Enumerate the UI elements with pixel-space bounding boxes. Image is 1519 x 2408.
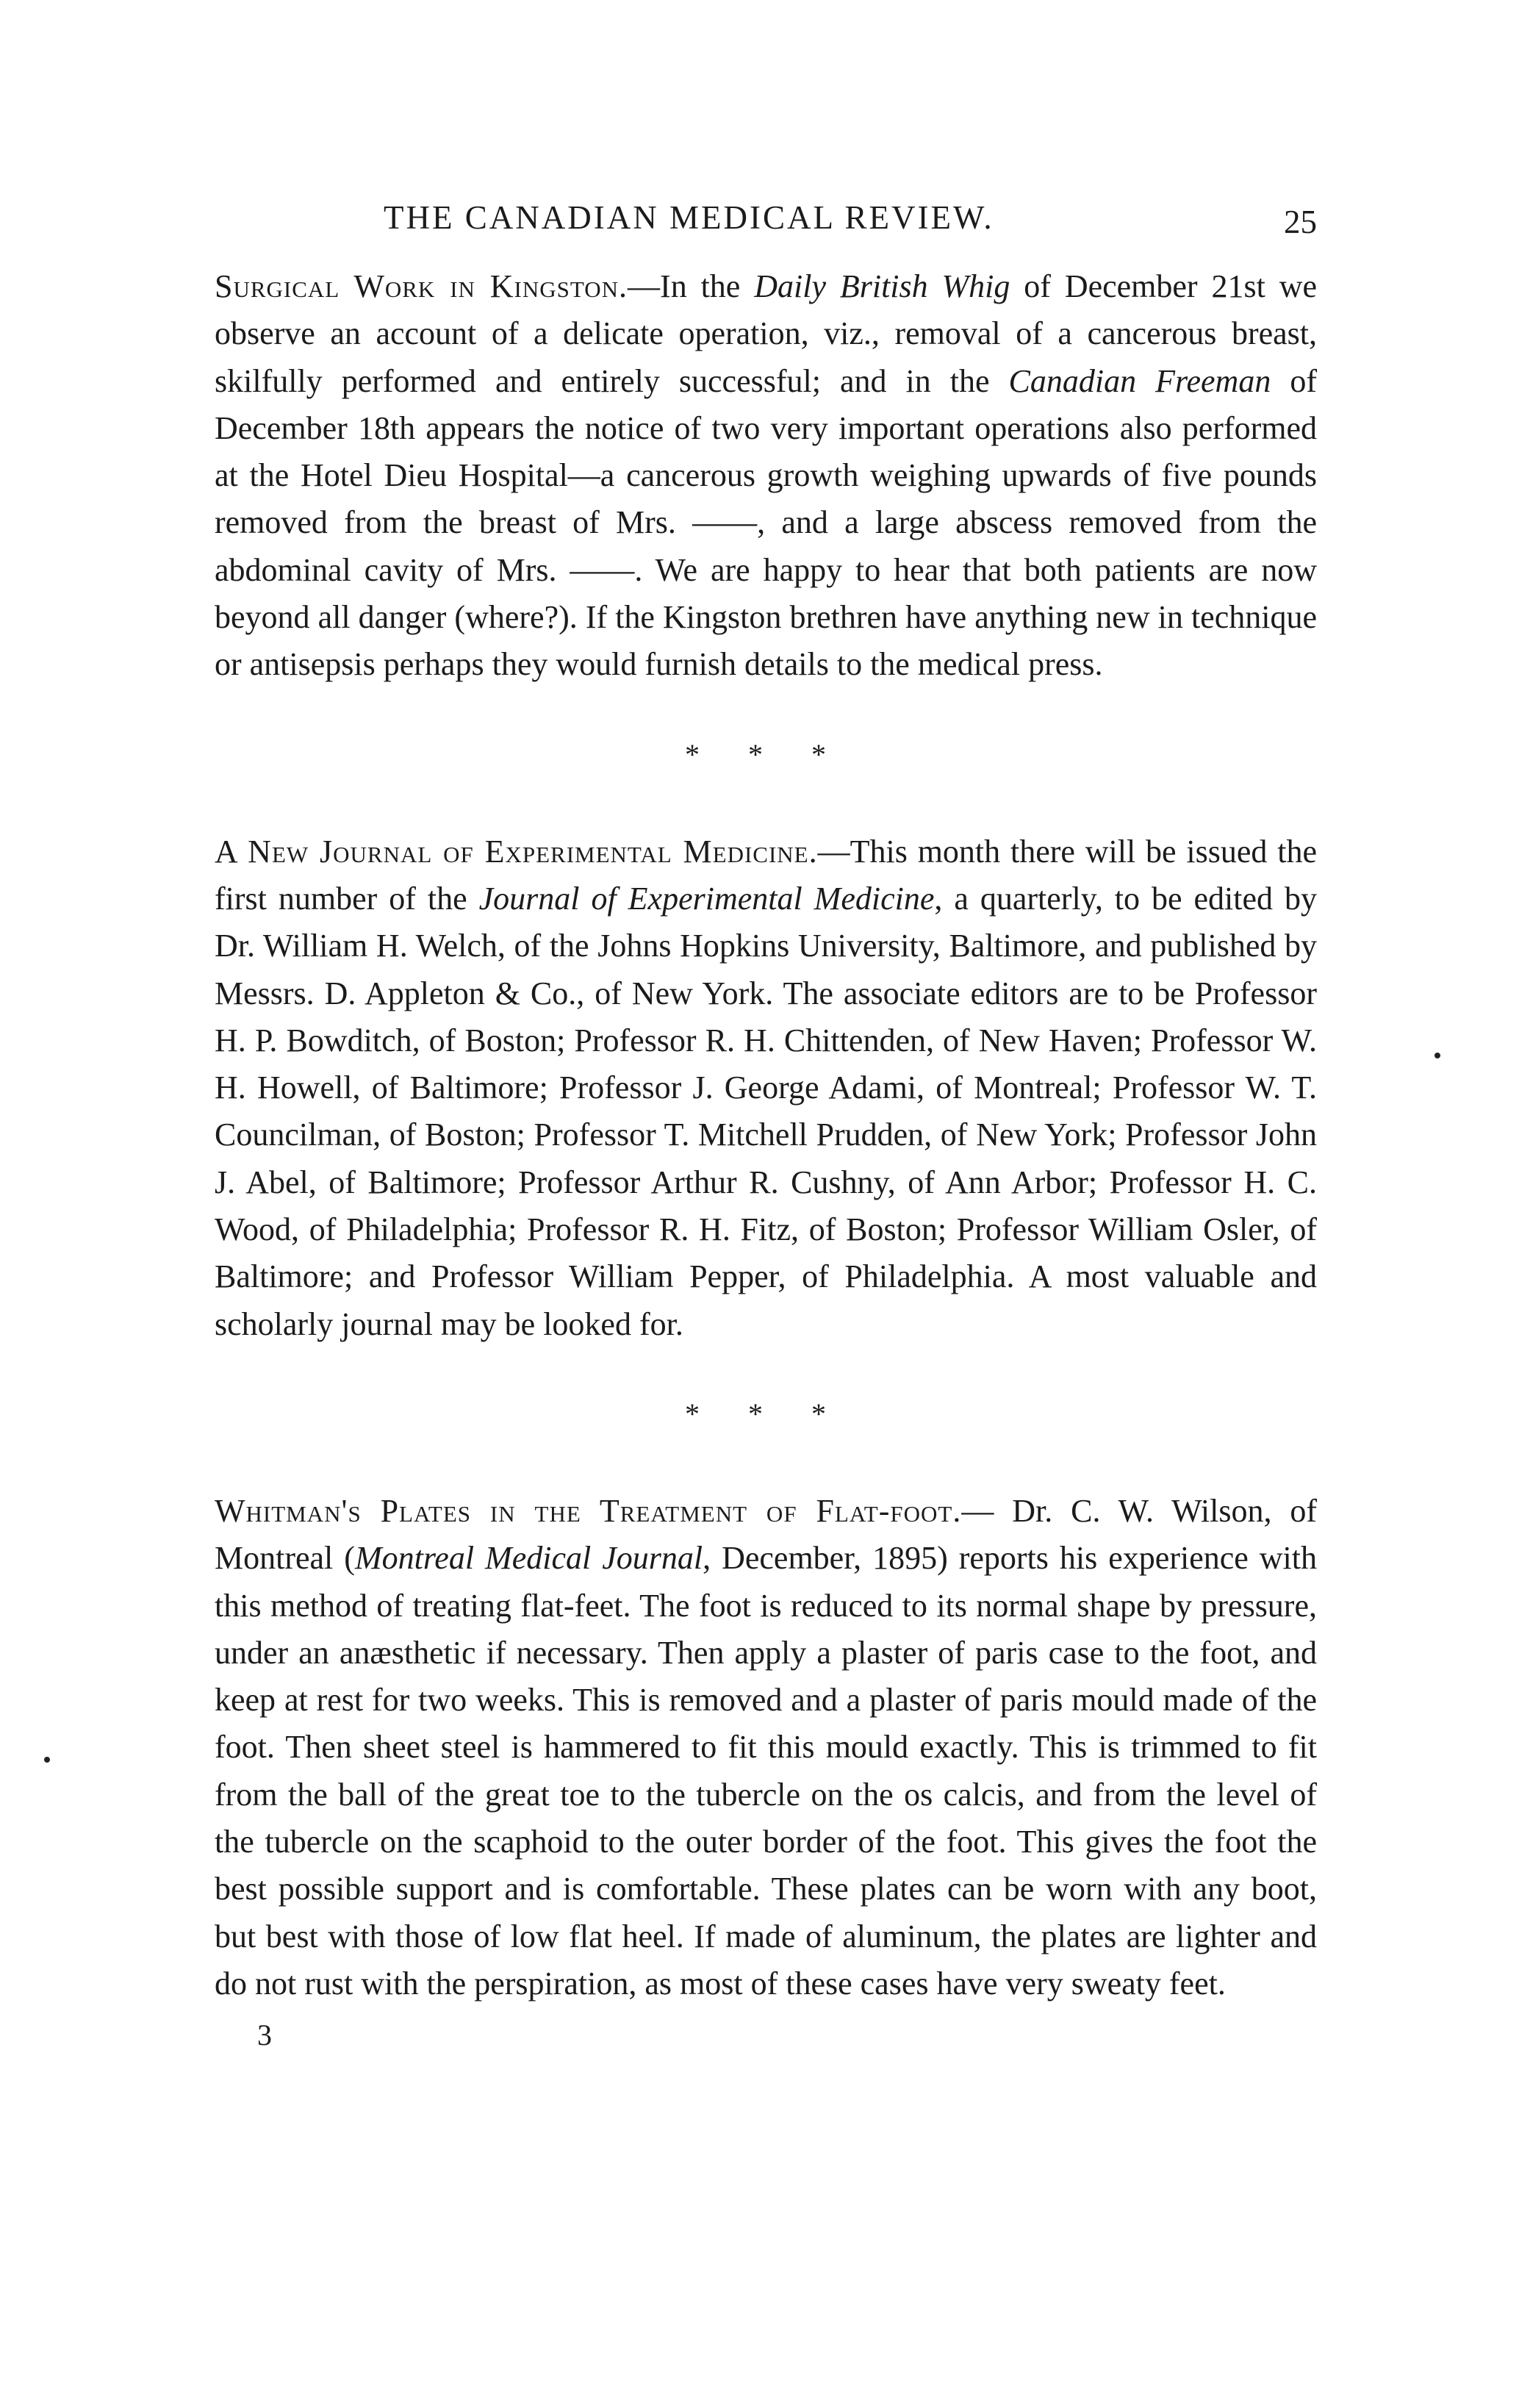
article-text: of December 18th appears the notice of two very important operations also performed at the Hotel Dieu Hospital—a cancerous growth weighing upwards of five pounds removed from the breast of Mrs. ——, and a large abscess removed from the abdominal cavity of Mrs. ——. We are happy to hear that both patients are now beyond all danger (where?). If the Kingston brethren have anything new in technique or antisepsis perhaps they would furnish details to the medical press. <box>215 362 1317 683</box>
section-separator: * * * <box>685 1397 847 1430</box>
newspaper-title: Canadian Freeman <box>1008 362 1271 399</box>
article-heading: A New Journal of Experimental Medicine. <box>215 833 818 870</box>
newspaper-title: Daily British Whig <box>754 268 1010 304</box>
article-text: , a quarterly, to be edited by Dr. William H. Welch, of the Johns Hopkins University, Baltimore, and published by Messrs. D. Appleton & Co., of New York. The associate editors are to be Professor H. P. Bowditch, of Boston; Professor R. H. Chittenden, of New Haven; Professor W. H. Howell, of Baltimore; Professor J. George Adami, of Montreal; Professor W. T. Councilman, of Boston; Professor T. Mitchell Prudden, of New York; Professor John J. Abel, of Baltimore; Professor Arthur R. Cushny, of Ann Arbor; Professor H. C. Wood, of Philadelphia; Professor R. H. Fitz, of Boston; Professor William Osler, of Baltimore; and Professor William Pepper, of Philadelphia. A most valuable and scholarly journal may be looked for. <box>215 880 1317 1342</box>
article-heading: Whitman's Plates in the Treatment of Flat-foot. <box>215 1492 962 1529</box>
running-head: THE CANADIAN MEDICAL REVIEW. <box>384 199 994 236</box>
margin-dot-mark <box>44 1757 50 1763</box>
article-text: of December 21st we observe an account of a delicate operation, viz., removal of a cancerous breast, skilfully performed and entirely successful; and in the <box>215 268 1317 399</box>
article-text: —This month there will be issued the first number of the <box>215 833 1317 917</box>
page-header <box>215 198 1317 250</box>
article-whitmans-plates <box>215 1488 1317 2007</box>
margin-dot-mark <box>1434 1053 1440 1058</box>
page <box>215 198 1317 2052</box>
article-text: , December, 1895) reports his experience with this method of treating flat-feet. The foot is reduced to its normal shape by pressure, under an anæsthetic if necessary. Then apply a plaster of paris case to the foot, and keep at rest for two weeks. This is removed and a plaster of paris mould made of the foot. Then sheet steel is hammered to fit this mould exactly. This is trimmed to fit from the ball of the great toe to the tubercle on the os calcis, and from the level of the tubercle on the scaphoid to the outer border of the foot. This gives the foot the best possible support and is comfortable. These plates can be worn with any boot, but best with those of low flat heel. If made of aluminum, the plates are lighter and do not rust with the perspiration, as most of these cases have very sweaty feet. <box>215 1540 1317 2002</box>
article-text: —In the <box>628 268 755 304</box>
article-new-journal <box>215 828 1317 1348</box>
article-text: — Dr. C. W. Wilson, of Montreal ( <box>215 1492 1317 1577</box>
section-separator: * * * <box>685 737 847 771</box>
page-number: 25 <box>1284 204 1317 240</box>
signature-mark: 3 <box>257 2018 272 2052</box>
journal-title: Montreal Medical Journal <box>354 1540 703 1577</box>
article-surgical-work-kingston <box>215 263 1317 689</box>
journal-title: Journal of Experimental Medicine <box>478 880 935 917</box>
article-heading: Surgical Work in Kingston. <box>215 268 628 304</box>
